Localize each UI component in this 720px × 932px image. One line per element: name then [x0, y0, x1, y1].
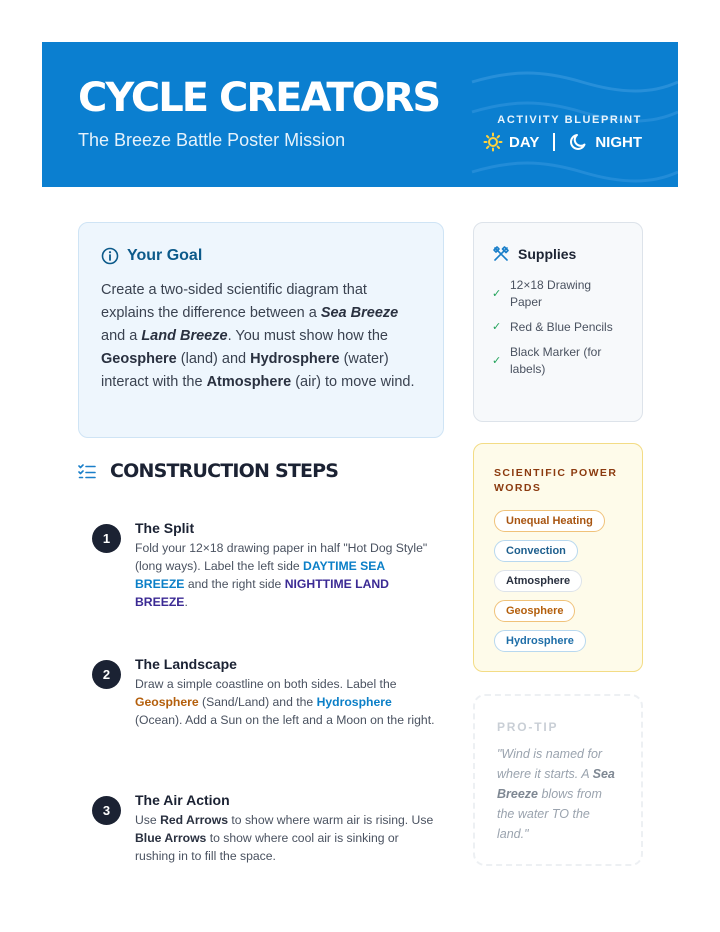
check-icon: ✓	[492, 354, 502, 367]
power-word-chip: Hydrosphere	[494, 630, 586, 652]
tools-icon	[492, 245, 510, 263]
supplies-card	[473, 222, 643, 422]
power-word-chip: Unequal Heating	[494, 510, 605, 532]
page-subtitle: The Breeze Battle Poster Mission	[78, 130, 346, 150]
step-title: The Landscape	[135, 656, 237, 672]
supplies-heading: Supplies	[518, 246, 577, 262]
sun-icon	[483, 132, 503, 152]
atmosphere-term: Atmosphere	[206, 374, 292, 390]
nighttime-label: NIGHTTIME LAND BREEZE	[135, 577, 389, 609]
supplies-heading-row	[492, 245, 624, 263]
info-icon	[101, 247, 119, 265]
power-word-chip: Atmosphere	[494, 570, 582, 592]
check-icon: ✓	[492, 287, 502, 300]
land-breeze-term: Land Breeze	[141, 328, 228, 344]
power-word-chip: Convection	[494, 540, 578, 562]
geosphere-term: Geosphere	[101, 351, 177, 367]
hydrosphere-term: Hydrosphere	[316, 695, 392, 709]
step-number: 1	[92, 524, 121, 553]
goal-heading: Your Goal	[127, 247, 203, 264]
step-number: 2	[92, 660, 121, 689]
pro-tip-heading: PRO-TIP	[497, 720, 559, 734]
page-title: CYCLE CREATORS	[78, 75, 440, 121]
supply-item: ✓ 12×18 Drawing Paper	[492, 278, 592, 309]
goal-card	[78, 222, 444, 438]
blueprint-label: ACTIVITY BLUEPRINT	[497, 114, 642, 126]
step-1	[92, 520, 437, 611]
steps-heading-row	[78, 460, 338, 482]
power-words-card	[473, 443, 643, 672]
supply-item: ✓ Black Marker (for labels)	[492, 345, 602, 376]
pro-tip-card	[473, 694, 643, 866]
red-arrows-term: Red Arrows	[160, 813, 229, 827]
night-label: NIGHT	[595, 133, 642, 151]
step-title: The Split	[135, 520, 195, 536]
power-words-heading: SCIENTIFIC POWER WORDS	[494, 467, 618, 494]
step-description: Use Red Arrows to show where warm air is rising. Use Blue Arrows to show where cool air is sinking or rushing in to fill the space.	[135, 813, 434, 863]
step-description: Fold your 12×18 drawing paper in half "Hot Dog Style" (long ways). Label the left side DAYTIME SEA BREEZE and the right side NIGHTTIME LAND BREEZE.	[135, 541, 428, 609]
daytime-label: DAYTIME SEA BREEZE	[135, 559, 385, 591]
step-title: The Air Action	[135, 792, 230, 808]
sea-breeze-term: Sea Breeze	[497, 767, 615, 801]
step-2	[92, 656, 437, 729]
sea-breeze-term: Sea Breeze	[320, 305, 399, 321]
step-3	[92, 792, 437, 865]
supplies-list	[492, 277, 624, 378]
power-word-chip: Geosphere	[494, 600, 575, 622]
goal-text: Create a two-sided scientific diagram that explains the difference between a Sea Breeze and a Land Breeze. You must show how the Geosphere (land) and Hydrosphere (water) interact with the Atmosphere (air) to move wind.	[101, 282, 415, 390]
hydrosphere-term: Hydrosphere	[250, 351, 340, 367]
geosphere-term: Geosphere	[135, 695, 199, 709]
day-label: DAY	[509, 133, 540, 151]
steps-heading: CONSTRUCTION STEPS	[110, 460, 339, 482]
check-icon: ✓	[492, 321, 502, 333]
step-number: 3	[92, 796, 121, 825]
pro-tip-text: "Wind is named for where it starts. A Sea Breeze blows from the water TO the land."	[497, 747, 615, 841]
step-description: Draw a simple coastline on both sides. Label the Geosphere (Sand/Land) and the Hydrosphere (Ocean). Add a Sun on the left and a Moon on the right.	[135, 677, 435, 727]
moon-icon	[569, 132, 589, 152]
header-banner	[42, 42, 678, 187]
goal-heading-row	[101, 247, 421, 265]
day-night-indicator	[483, 132, 642, 152]
divider	[553, 133, 555, 151]
blue-arrows-term: Blue Arrows	[135, 831, 207, 845]
supply-item: ✓ Red & Blue Pencils	[492, 320, 613, 334]
checklist-icon	[78, 463, 96, 479]
